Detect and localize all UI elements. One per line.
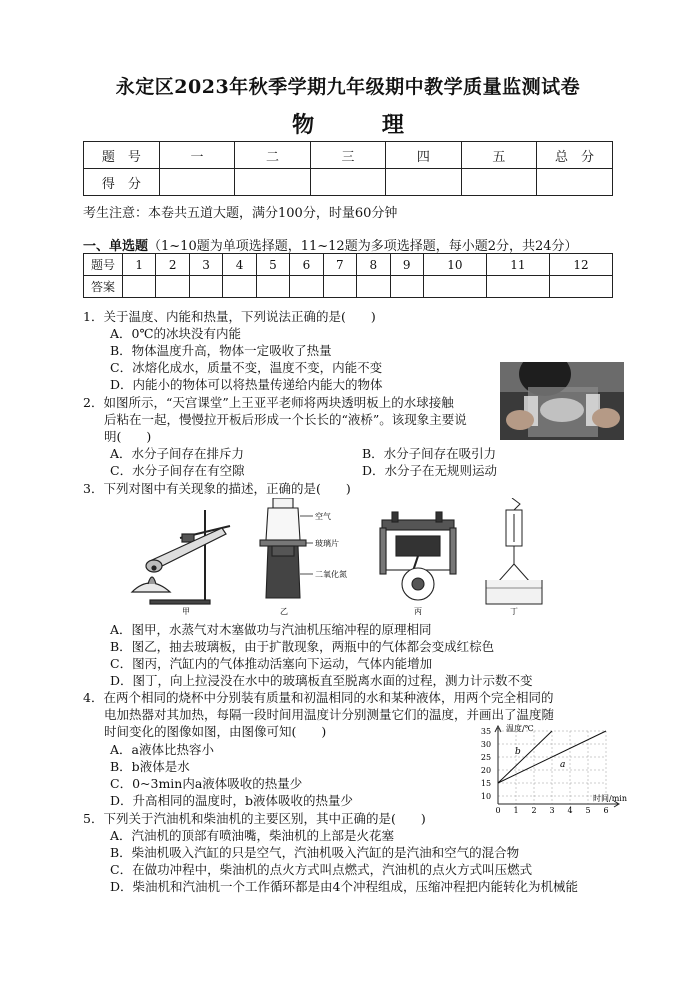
- q3-option-a[interactable]: A．图甲，水蒸气对木塞做功与汽油机压缩冲程的原理相同: [110, 622, 432, 637]
- answer-cell-5[interactable]: [256, 276, 289, 298]
- question-4-stem-line2: 电加热器对其加热，每隔一段时间用温度计分别测量它们的温度，并画出了温度随: [104, 707, 555, 722]
- answer-cell-9[interactable]: [390, 276, 423, 298]
- question-5-stem: 5．下列关于汽油机和柴油机的主要区别，其中正确的是( ): [83, 811, 426, 826]
- answer-cell-12[interactable]: [549, 276, 612, 298]
- figure-label-ding: 丁: [510, 607, 518, 616]
- score-cell[interactable]: [537, 169, 613, 196]
- answer-number-7: 7: [323, 254, 356, 276]
- answer-number-6: 6: [290, 254, 323, 276]
- answer-cell-1[interactable]: [123, 276, 156, 298]
- score-header-cell: 三: [310, 142, 385, 169]
- q4-option-d[interactable]: D．升高相同的温度时，b液体吸收的热量少: [110, 793, 354, 808]
- answer-number-3: 3: [189, 254, 222, 276]
- q3-option-d[interactable]: D．图丁，向上拉浸没在水中的玻璃板直至脱离水面的过程，测力计示数不变: [110, 673, 533, 688]
- question-4-stem-line3: 时间变化的图像如图，由图像可知( ): [104, 724, 327, 739]
- temperature-time-chart: [478, 722, 638, 818]
- figure-label-yi: 乙: [280, 607, 288, 616]
- score-table: [83, 141, 613, 196]
- x-tick-label: 4: [567, 806, 573, 815]
- answer-cell-7[interactable]: [323, 276, 356, 298]
- answer-row-label: 答案: [84, 276, 123, 298]
- q2-option-b[interactable]: B．水分子间存在吸引力: [362, 446, 497, 461]
- answer-cell-2[interactable]: [156, 276, 189, 298]
- y-tick-label: 35: [480, 727, 492, 736]
- section-heading-text: （1~10题为单项选择题，11~12题为多项选择题，每小题2分，共24分）: [148, 239, 578, 254]
- y-tick-label: 15: [480, 779, 492, 788]
- q5-option-d[interactable]: D．柴油机和汽油机一个工作循环都是由4个冲程组成，压缩冲程把内能转化为机械能: [110, 879, 578, 894]
- subject-title: [0, 108, 696, 139]
- chart-ylabel: 温度/℃: [506, 724, 534, 733]
- figure-label-bing: 丙: [414, 607, 422, 616]
- series-label-b: b: [515, 747, 521, 757]
- question-2-stem: 2．如图所示，“天宫课堂”上王亚平老师将两块透明板上的水球接触: [83, 395, 454, 410]
- q5-option-c[interactable]: C．在做功冲程中，柴油机的点火方式叫点燃式，汽油机的点火方式叫压燃式: [110, 862, 533, 877]
- score-cell[interactable]: [159, 169, 234, 196]
- q4-option-a[interactable]: A．a液体比热容小: [110, 742, 214, 757]
- x-tick-label: 6: [603, 806, 609, 815]
- x-tick-label: 3: [549, 806, 555, 815]
- annotation-no2: 二氧化氮: [315, 570, 347, 579]
- answer-cell-4[interactable]: [223, 276, 256, 298]
- score-header-cell: 二: [235, 142, 310, 169]
- subject-char-2: 理: [381, 112, 404, 138]
- q5-option-b[interactable]: B．柴油机吸入汽缸的只是空气，汽油机吸入汽缸的是汽油和空气的混合物: [110, 845, 520, 860]
- answer-number-8: 8: [357, 254, 390, 276]
- annotation-glass: 玻璃片: [315, 539, 339, 548]
- q3-option-c[interactable]: C．图丙，汽缸内的气体推动活塞向下运动，气体内能增加: [110, 656, 433, 671]
- figure-label-jia: 甲: [182, 607, 190, 616]
- x-tick-label: 5: [585, 806, 591, 815]
- y-tick-label: 30: [480, 740, 492, 749]
- q4-option-b[interactable]: B．b液体是水: [110, 759, 190, 774]
- answer-cell-11[interactable]: [486, 276, 549, 298]
- figure-bing: [380, 512, 456, 600]
- score-cell[interactable]: [235, 169, 310, 196]
- liquid-bridge-photo: [500, 362, 624, 440]
- answer-row-label: 题号: [84, 254, 123, 276]
- x-tick-label: 0: [495, 806, 501, 815]
- answer-cell-6[interactable]: [290, 276, 323, 298]
- chart-xlabel: 时间/min: [593, 794, 627, 803]
- score-header-cell: 四: [386, 142, 461, 169]
- question-2-stem-line3: 明( ): [104, 429, 152, 444]
- q1-option-b[interactable]: B．物体温度升高，物体一定吸收了热量: [110, 343, 332, 358]
- x-tick-label: 2: [531, 806, 537, 815]
- score-header-cell: 总 分: [537, 142, 613, 169]
- answer-cell-10[interactable]: [423, 276, 486, 298]
- figure-ding: [486, 498, 542, 604]
- y-tick-label: 20: [480, 766, 492, 775]
- score-header-cell: 一: [159, 142, 234, 169]
- q5-option-a[interactable]: A．汽油机的顶部有喷油嘴，柴油机的上部是火花塞: [110, 828, 395, 843]
- score-header-cell: 五: [461, 142, 536, 169]
- q3-figures: [110, 498, 550, 618]
- score-cell[interactable]: [386, 169, 461, 196]
- series-label-a: a: [560, 760, 566, 770]
- answer-number-10: 10: [423, 254, 486, 276]
- q4-option-c[interactable]: C．0~3min内a液体吸收的热量少: [110, 776, 303, 791]
- q2-option-c[interactable]: C．水分子间存在有空隙: [110, 463, 245, 478]
- question-2-stem-line2: 后粘在一起，慢慢拉开板后形成一个长长的“液桥”。该现象主要说: [104, 412, 467, 427]
- x-tick-label: 1: [513, 806, 519, 815]
- q2-option-a[interactable]: A．水分子间存在排斥力: [110, 446, 245, 461]
- answer-table: [83, 253, 613, 298]
- q1-option-d[interactable]: D．内能小的物体可以将热量传递给内能大的物体: [110, 377, 383, 392]
- answer-number-5: 5: [256, 254, 289, 276]
- answer-cell-3[interactable]: [189, 276, 222, 298]
- score-cell[interactable]: [461, 169, 536, 196]
- question-3-stem: 3．下列对图中有关现象的描述，正确的是( ): [83, 481, 351, 496]
- exam-notice: 考生注意：本卷共五道大题，满分100分，时量60分钟: [83, 206, 398, 221]
- exam-title: 永定区2023年秋季学期九年级期中教学质量监测试卷: [115, 76, 581, 98]
- q3-option-b[interactable]: B．图乙，抽去玻璃板，由于扩散现象，两瓶中的气体都会变成红棕色: [110, 639, 495, 654]
- score-cell[interactable]: [310, 169, 385, 196]
- answer-number-12: 12: [549, 254, 612, 276]
- score-header-label: 题 号: [84, 142, 160, 169]
- question-4-stem: 4．在两个相同的烧杯中分别装有质量和初温相同的水和某种液体，用两个完全相同的: [83, 690, 554, 705]
- q2-option-d[interactable]: D．水分子在无规则运动: [362, 463, 498, 478]
- question-1-stem: 1．关于温度、内能和热量，下列说法正确的是( ): [83, 309, 376, 324]
- answer-number-4: 4: [223, 254, 256, 276]
- q1-option-a[interactable]: A．0℃的冰块没有内能: [110, 326, 241, 341]
- subject-char-1: 物: [292, 112, 315, 138]
- answer-number-2: 2: [156, 254, 189, 276]
- answer-number-9: 9: [390, 254, 423, 276]
- y-tick-label: 10: [480, 792, 492, 801]
- section-heading: 一、单选题（1~10题为单项选择题，11~12题为多项选择题，每小题2分，共24分）: [83, 239, 578, 254]
- answer-number-11: 11: [486, 254, 549, 276]
- figure-jia: [132, 510, 230, 604]
- y-tick-label: 25: [480, 753, 492, 762]
- figure-yi: [260, 498, 313, 598]
- answer-cell-8[interactable]: [357, 276, 390, 298]
- answer-number-1: 1: [123, 254, 156, 276]
- q1-option-c[interactable]: C．冰熔化成水，质量不变，温度不变，内能不变: [110, 360, 383, 375]
- annotation-air: 空气: [315, 512, 331, 521]
- score-row-label: 得 分: [84, 169, 160, 196]
